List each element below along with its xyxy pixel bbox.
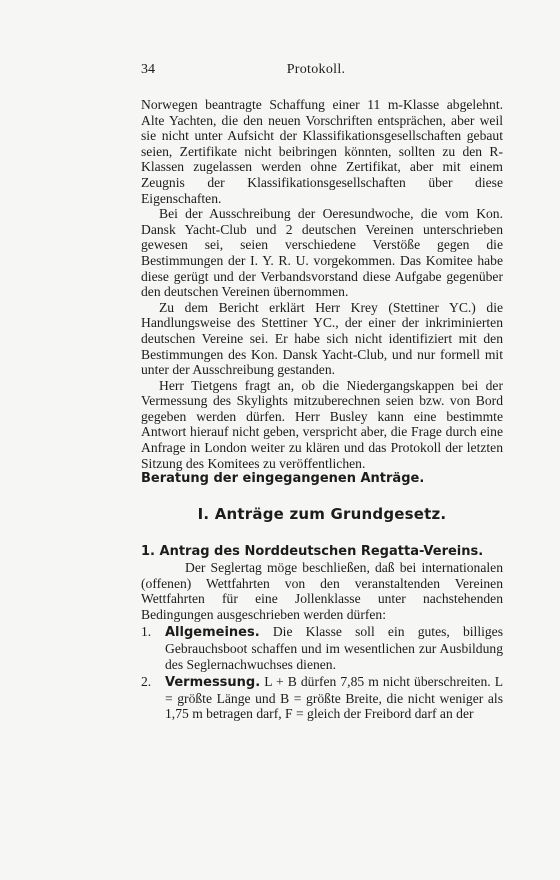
paragraph-tietgens: Herr Tietgens fragt an, ob die Niedergangskappen bei der Vermessung des Skylights mitzuberechnen seien bzw. von Bord gegeben werden dürfen. Herr Busley kann eine bestimmte Antwort hierauf nicht geben, verspricht aber, die Frage durch eine Anfrage in London weiter zu klären und das Protokoll der letzten Sitzung des Komitees zu veröffentlichen. [141,377,503,471]
item-number: 1. [141,624,152,640]
paragraph-krey: Zu dem Bericht erklärt Herr Krey (Stettiner YC.) die Handlungsweise des Stettiner YC., der einer der inkriminierten deutschen Vereine sei. Er habe sich nicht identifiziert mit den Bestimmungen des Kon. Dansk Yacht-Club, und nur formell mit unter der Ausschreibung gestanden. [141,299,503,378]
page-header [141,62,461,84]
list-item [141,624,503,672]
item-text: L + B dürfen 7,85 m nicht überschreiten. L = größte Länge und B = größte Breite, die nicht weniger als 1,75 m betragen darf, F = gleich der Freibord darf an der [165,674,503,722]
running-head: Protokoll. [286,62,346,77]
list-item [141,674,503,722]
paragraph-oeresundwoche: Bei der Ausschreibung der Oeresundwoche, die vom Kon. Dansk Yacht-Club und 2 deutschen Vereinen unterschrieben gewesen sei, seien verschiedene Verstöße gegen die Bestimmungen der I. Y. R. U. vorgekommen. Das Komitee habe diese gerügt und der Verbandsvorstand diese Aufgabe gegenüber den deutschen Vereinen übernommen. [141,206,503,300]
body-text [141,97,503,722]
motion-intro: Der Seglertag möge beschließen, daß bei internationalen (offenen) Wettfahrten von den veranstaltenden Vereinen Wettfahrten für eine Jollenklasse unter nachstehenden Bedingungen ausgeschrieben werden dürfen: [141,560,503,622]
paragraph-continuation: Norwegen beantragte Schaffung einer 11 m-Klasse abgelehnt. Alte Yachten, die den neuen Vorschriften entsprächen, aber weil sie nicht unter Aufsicht der Klassifikationsgesellschaften gebaut seien, Zertifikate nicht beibringen könnten, sollten zu den R-Klassen zugelassen werden ohne Zertifikat, aber mit einem Zeugnis der Klassifikationsgesellschaften über diese Eigenschaften. [141,97,503,206]
item-lead: Vermessung. [165,675,261,691]
motion-title: 1. Antrag des Norddeutschen Regatta-Vereins. [141,544,484,560]
page-number: 34 [141,62,155,77]
item-number: 2. [141,674,152,690]
agenda-heading: Beratung der eingegangenen Anträge. [141,471,425,487]
item-lead: Allgemeines. [165,625,260,641]
item-text: Die Klasse soll ein gutes, billiges Gebrauchsboot schaffen und im wesentlichen zur Ausbildung des Seglernachwuchses dienen. [165,624,503,672]
section-title: I. Anträge zum Grundgesetz. [197,504,447,523]
